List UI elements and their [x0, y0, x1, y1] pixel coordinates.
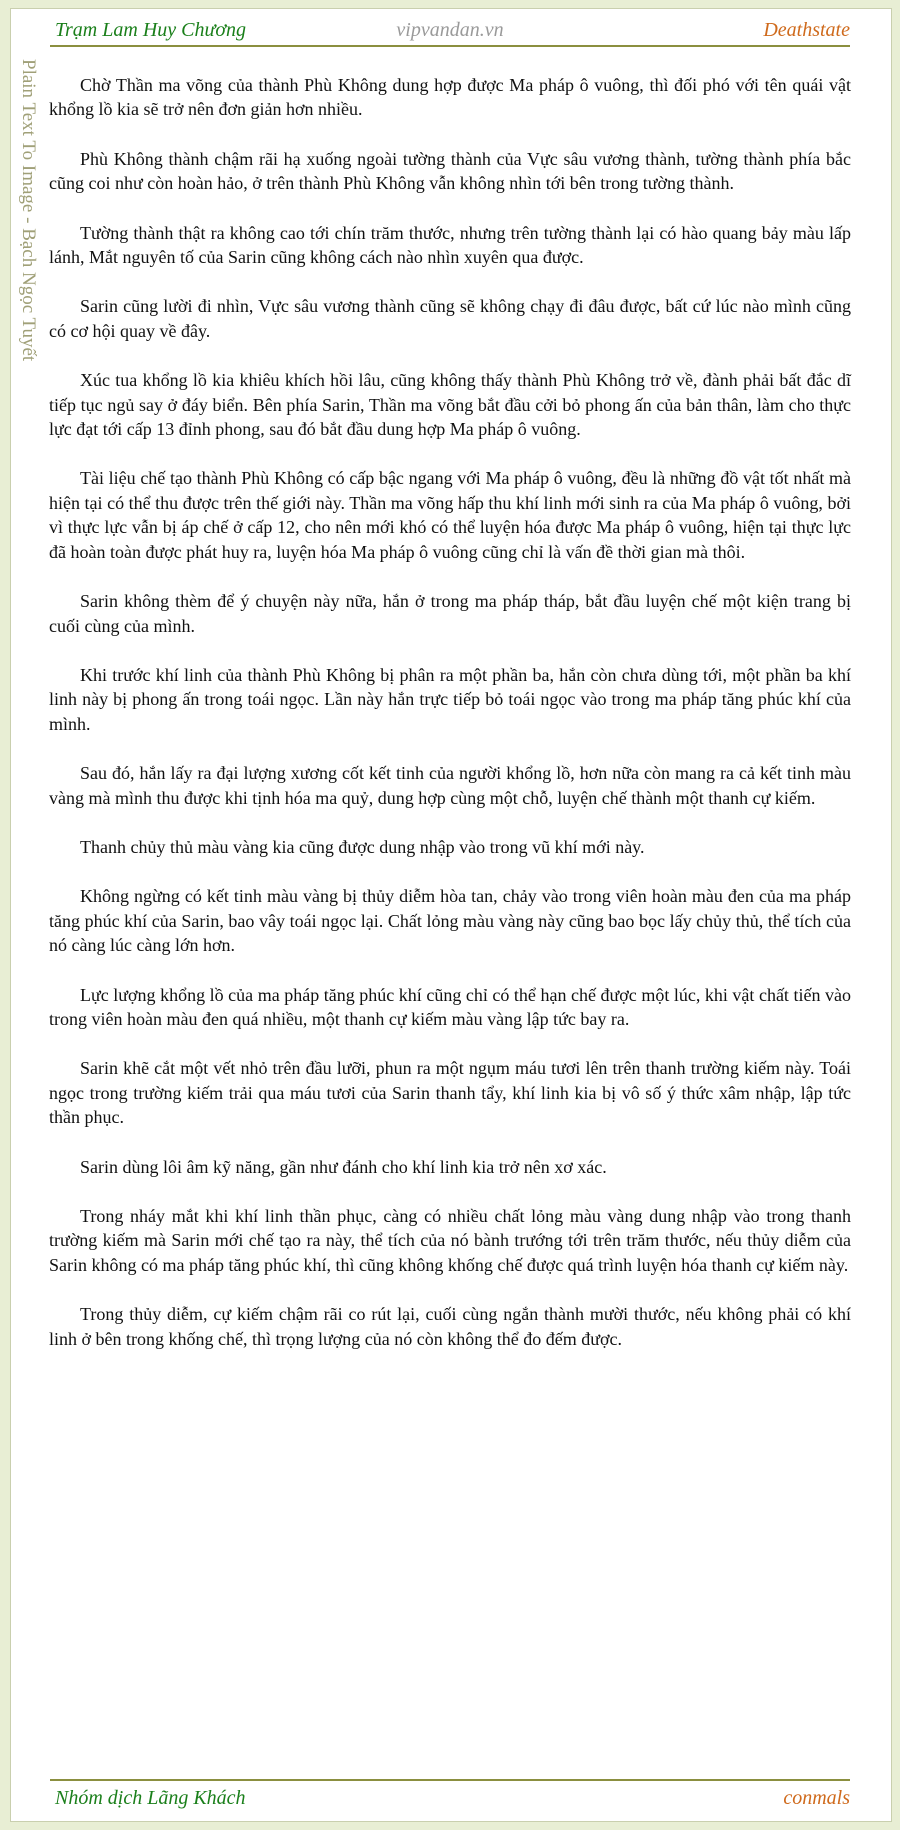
paragraph: Không ngừng có kết tinh màu vàng bị thủy diễm hòa tan, chảy vào trong viên hoàn màu đen của ma pháp tăng phúc khí của Sarin, bao vây toái ngọc lại. Chất lỏng màu vàng này cũng bao bọc lấy chủy thủ, thể tích của nó càng lúc càng lớn hơn.	[49, 886, 851, 956]
paragraph: Sarin dùng lôi âm kỹ năng, gần như đánh cho khí linh kia trở nên xơ xác.	[80, 1156, 607, 1177]
paragraph: Thanh chủy thủ màu vàng kia cũng được dung nhập vào trong vũ khí mới này.	[80, 836, 645, 857]
paragraph: Sau đó, hắn lấy ra đại lượng xương cốt kết tinh của người khổng lồ, hơn nữa còn mang ra cả kết tinh màu vàng mà mình thu được khi tịnh hóa ma quỷ, dung hợp cùng một chỗ, luyện chế thành một thanh cự kiếm.	[49, 763, 851, 808]
paragraph: Lực lượng khổng lồ của ma pháp tăng phúc khí cũng chỉ có thể hạn chế được một lúc, khi vật chất tiến vào trong viên hoàn màu đen quá nhiều, một thanh cự kiếm màu vàng lập tức bay ra.	[49, 984, 851, 1029]
footer-translator: Nhóm dịch Lãng Khách	[55, 1787, 246, 1809]
header-site: vipvandan.vn	[396, 19, 504, 41]
paragraph: Tường thành thật ra không cao tới chín trăm thước, nhưng trên tường thành lại có hào quang bảy màu lấp lánh, Mắt nguyên tố của Sarin cũng không cách nào nhìn xuyên qua được.	[49, 222, 851, 268]
paragraph: Chờ Thần ma võng của thành Phù Không dung hợp được Ma pháp ô vuông, thì đối phó với tên quái vật khổng lồ kia sẽ trở nên đơn giản hơn nhiều.	[49, 75, 851, 120]
paragraph: Sarin cũng lười đi nhìn, Vực sâu vương thành cũng sẽ không chạy đi đâu được, bất cứ lúc nào mình cũng có cơ hội quay về đây.	[49, 296, 851, 341]
side-watermark-text: Plain Text To Image - Bạch Ngọc Tuyết	[18, 59, 39, 362]
page-frame	[10, 8, 892, 1822]
paragraph: Sarin khẽ cắt một vết nhỏ trên đầu lưỡi, phun ra một ngụm máu tươi lên trên thanh trường kiếm này. Toái ngọc trong trường kiếm trải qua máu tươi của Sarin thanh tẩy, khí linh kia bị vô số ý thức xâm nhập, lập tức thần phục.	[49, 1058, 851, 1128]
paragraph: Xúc tua khổng lồ kia khiêu khích hồi lâu, cũng không thấy thành Phù Không trở về, đành phải bất đắc dĩ tiếp tục ngủ say ở đáy biển. Bên phía Sarin, Thần ma võng bắt đầu cởi bỏ phong ấn của bản thân, làm cho thực lực đạt tới cấp 13 đỉnh phong, sau đó bắt đầu dung hợp Ma pháp ô vuông.	[49, 370, 851, 440]
paragraph: Tài liệu chế tạo thành Phù Không có cấp bậc ngang với Ma pháp ô vuông, đều là những đồ vật tốt nhất mà hiện tại có thể thu được trên thế giới này. Thần ma võng hấp thu khí linh mới sinh ra của Ma pháp ô vuông, bởi vì thực lực vẫn bị áp chế ở cấp 12, cho nên mới khó có thể luyện hóa được Ma pháp ô vuông, hiện tại thực lực đã hoàn toàn được phát huy ra, luyện hóa Ma pháp ô vuông cũng chỉ là vấn đề thời gian mà thôi.	[49, 468, 851, 562]
page-header	[50, 11, 850, 47]
paragraph: Trong thủy diễm, cự kiếm chậm rãi co rút lại, cuối cùng ngắn thành mười thước, nếu không phải có khí linh ở bên trong khống chế, thì trọng lượng của nó còn không thể đo đếm được.	[49, 1304, 851, 1349]
header-title: Trạm Lam Huy Chương	[55, 19, 247, 41]
chapter-body	[49, 73, 851, 1376]
header-author: Deathstate	[763, 19, 850, 41]
paragraph: Trong nháy mắt khi khí linh thần phục, càng có nhiều chất lỏng màu vàng dung nhập vào trong thanh trường kiếm mà Sarin mới chế tạo ra này, thể tích của nó bành trướng tới trên trăm thước, nếu thủy diễm của Sarin không có ma pháp tăng phúc khí, thì cũng không khống chế được quá trình luyện hóa thanh cự kiếm này.	[49, 1206, 851, 1275]
footer-editor: conmals	[783, 1787, 850, 1809]
paragraph: Phù Không thành chậm rãi hạ xuống ngoài tường thành của Vực sâu vương thành, tường thành phía bắc cũng coi như còn hoàn hảo, ở trên thành Phù Không vẫn không nhìn tới bên trong tường thành.	[49, 148, 851, 194]
paragraph: Khi trước khí linh của thành Phù Không bị phân ra một phần ba, hắn còn chưa dùng tới, một phần ba khí linh này bị phong ấn trong toái ngọc. Lần này hắn trực tiếp bỏ toái ngọc vào trong ma pháp tăng phúc khí của mình.	[49, 664, 851, 734]
page-footer	[50, 1779, 850, 1815]
paragraph: Sarin không thèm để ý chuyện này nữa, hắn ở trong ma pháp tháp, bắt đầu luyện chế một kiện trang bị cuối cùng của mình.	[49, 591, 851, 636]
